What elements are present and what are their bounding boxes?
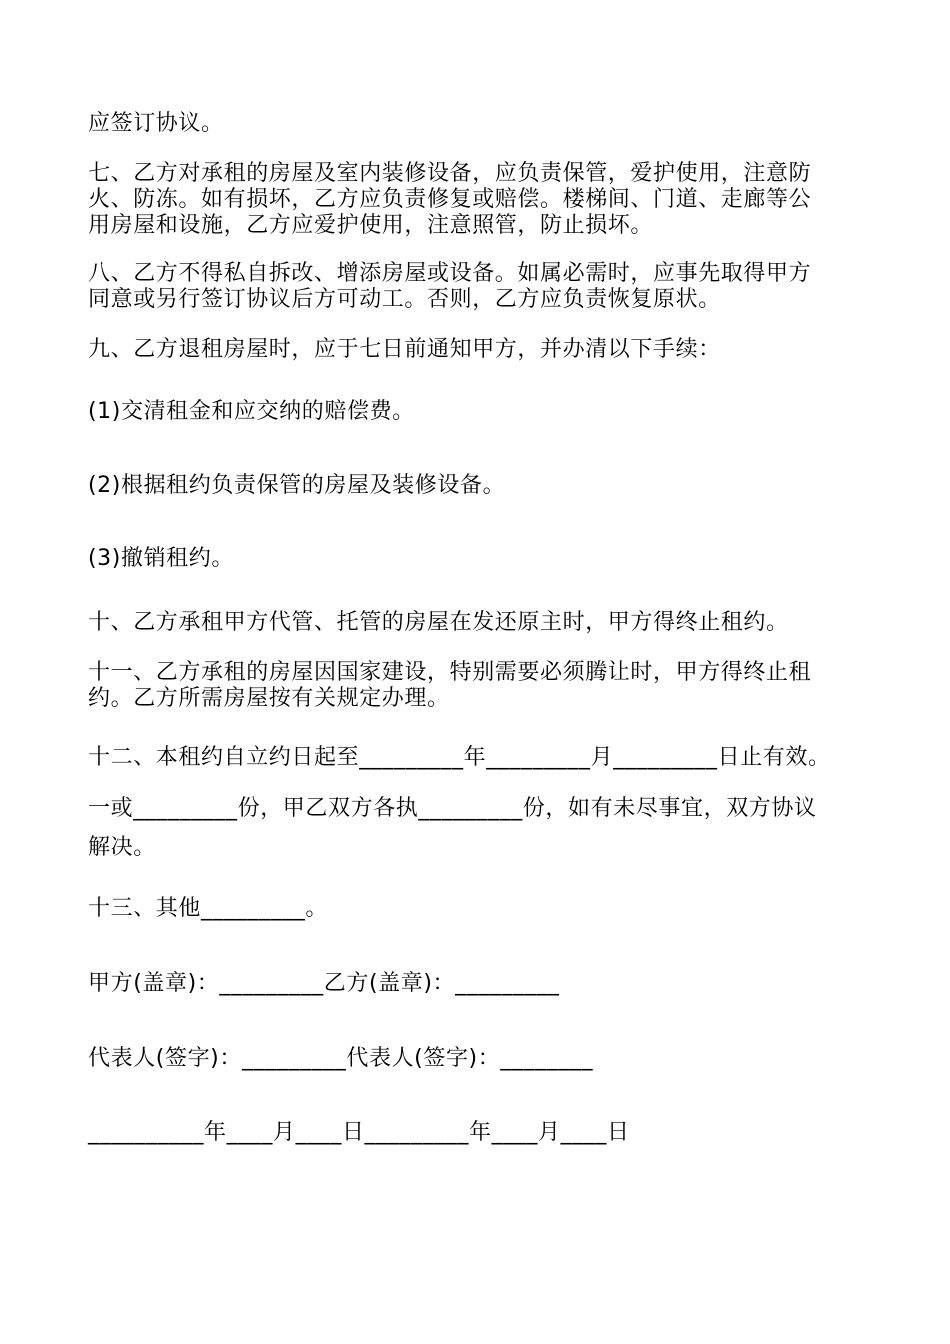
clause-11-line-2: 约。乙方所需房屋按有关规定办理。	[88, 686, 450, 711]
clause-8-line-1: 八、乙方不得私自拆改、增添房屋或设备。如属必需时，应事先取得甲方	[88, 261, 812, 286]
date-line: __________年____月____日_________年____月____日	[88, 1120, 630, 1145]
clause-12-line: 十二、本租约自立约日起至_________年_________月_________日止有效。	[88, 745, 831, 770]
clause-10-line: 十、乙方承租甲方代管、托管的房屋在发还原主时，甲方得终止租约。	[88, 610, 789, 635]
representative-signature-line: 代表人(签字)：_________代表人(签字)：________	[88, 1046, 594, 1071]
clause-7-line-3: 用房屋和设施，乙方应爱护使用，注意照管，防止损坏。	[88, 213, 654, 238]
copies-line-2: 解决。	[88, 835, 156, 860]
clause-9-item-3: (3)撤销租约。	[88, 546, 234, 571]
clause-9-item-1: (1)交清租金和应交纳的赔偿费。	[88, 399, 415, 424]
text-line-01: 应签订协议。	[88, 111, 224, 136]
clause-7-line-2: 火、防冻。如有损坏，乙方应负责修复或赔偿。楼梯间、门道、走廊等公	[88, 187, 812, 212]
clause-7-line-1: 七、乙方对承租的房屋及室内装修设备，应负责保管，爱护使用，注意防	[88, 161, 812, 186]
clause-11-line-1: 十一、乙方承租的房屋因国家建设，特别需要必须腾让时，甲方得终止租	[88, 660, 812, 685]
clause-9-item-2: (2)根据租约负责保管的房屋及装修设备。	[88, 473, 506, 498]
clause-9-line: 九、乙方退租房屋时，应于七日前通知甲方，并办清以下手续：	[88, 337, 721, 362]
party-seal-line: 甲方(盖章)：_________乙方(盖章)：_________	[88, 971, 560, 996]
copies-line-1: 一或_________份，甲乙双方各执_________份，如有未尽事宜，双方协议	[88, 796, 817, 821]
clause-8-line-2: 同意或另行签订协议后方可动工。否则，乙方应负责恢复原状。	[88, 287, 721, 312]
clause-13-line: 十三、其他_________。	[88, 896, 329, 921]
